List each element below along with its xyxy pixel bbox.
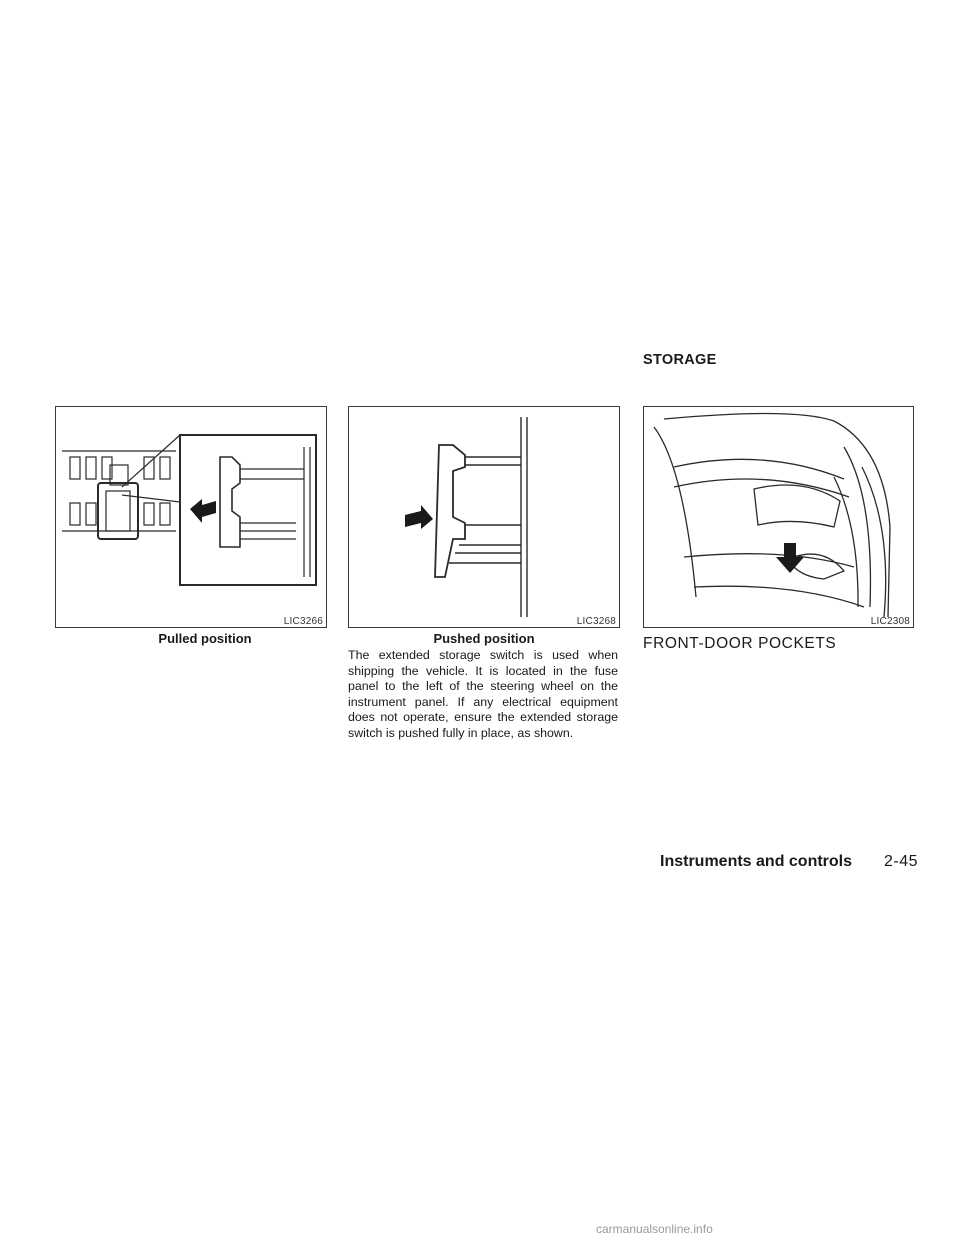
figure-front-door bbox=[643, 406, 914, 628]
figure-code: LIC3268 bbox=[576, 616, 616, 627]
figure-pushed-position bbox=[348, 406, 620, 628]
figure-caption: Pushed position bbox=[433, 631, 535, 646]
sub-heading: FRONT-DOOR POCKETS bbox=[643, 635, 837, 652]
body-paragraph: The extended storage switch is used when shipping the vehicle. It is located in the fuse panel to the left of the steering wheel on the instrument panel. If any electrical equipment does not operate, ensure the extended storage switch is pushed fully in place, as shown. bbox=[348, 648, 618, 740]
watermark: carmanualsonline.info bbox=[596, 1222, 713, 1236]
footer-page-number: 2-45 bbox=[884, 853, 919, 870]
fuse-panel-pulled-illustration bbox=[56, 407, 327, 628]
front-door-illustration bbox=[644, 407, 914, 628]
footer-section-title: Instruments and controls bbox=[660, 853, 853, 870]
figure-caption: Pulled position bbox=[158, 631, 252, 646]
figure-code: LIC3266 bbox=[283, 616, 323, 627]
section-title: STORAGE bbox=[643, 352, 717, 368]
fuse-panel-pushed-illustration bbox=[349, 407, 620, 628]
figure-pulled-position bbox=[55, 406, 327, 628]
figure-code: LIC2308 bbox=[870, 616, 910, 627]
